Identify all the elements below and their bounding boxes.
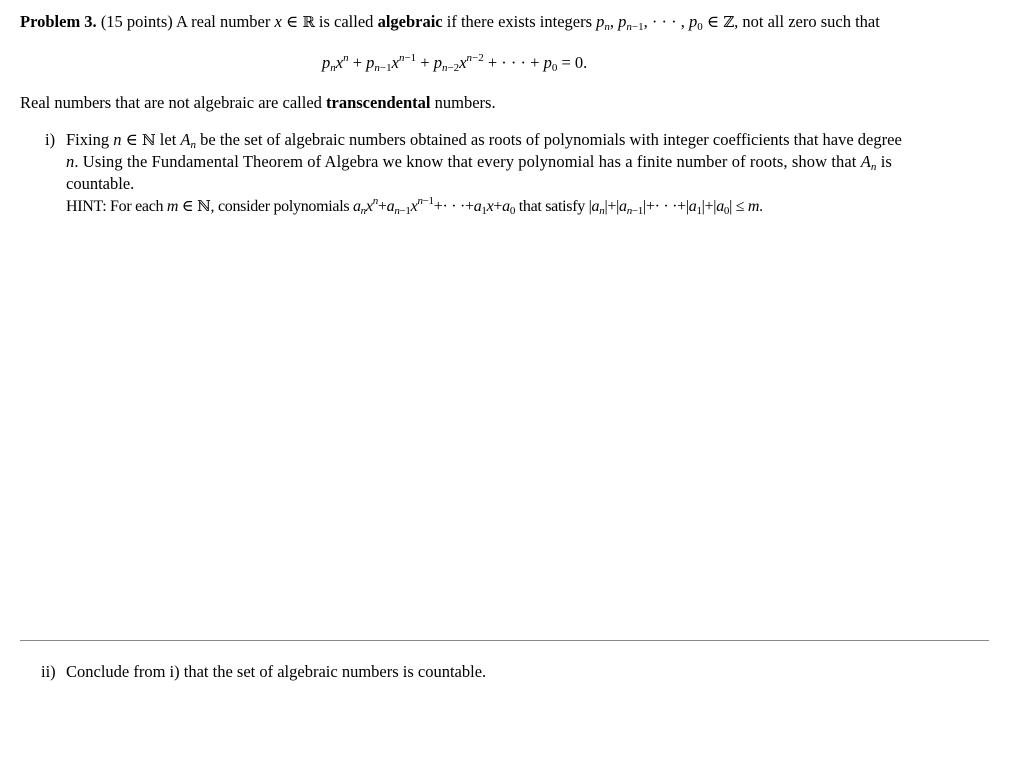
problem-label: Problem 3.: [20, 12, 97, 31]
definition-text: Real numbers that are not algebraic are called: [20, 93, 327, 112]
hint-inequality: $|a_n|+|a_{n-1}|+\cdot \cdot \cdot+|a_1|+|a_0| \le m$.: [588, 198, 763, 217]
equation-end: = 0.: [557, 53, 588, 72]
math-x: x: [274, 12, 282, 31]
problem-text: A real number: [172, 12, 275, 31]
part-i-line-3: countable.: [66, 174, 135, 193]
hint-text: HINT: For each: [66, 198, 167, 215]
definition-text: numbers.: [430, 93, 496, 112]
problem-text: , not all zero such that: [734, 12, 880, 31]
problem-points: (15 points): [100, 12, 173, 31]
transcendental-definition: [20, 92, 496, 114]
term-algebraic: algebraic: [377, 12, 443, 31]
part-i-text: be the set of algebraic numbers obtained as roots of polynomials with integer coefficients that have degree: [196, 130, 902, 149]
part-ii-label: ii): [41, 662, 56, 681]
part-i-text: is: [876, 152, 892, 171]
section-divider: [20, 640, 989, 641]
part-i-text: let: [155, 130, 181, 149]
part-i-line-1: Fixing n ∈ ℕ let $A_n$ be the set of algebraic numbers obtained as roots of polynomials with integer coefficients that have degree: [66, 130, 902, 151]
hint-text: that satisfy: [515, 198, 589, 215]
part-i-text: Fixing: [66, 130, 114, 149]
problem-text: is called: [314, 12, 378, 31]
hint-text: , consider polynomials: [210, 198, 353, 215]
part-ii-text: Conclude from i) that the set of algebraic numbers is countable.: [66, 662, 487, 681]
polynomial-equation: $p_nx^n + p_{n-1}x^{n-1} + p_{n-2}x^{n-2}$ + · · · + $p_0 = 0$.: [322, 52, 588, 74]
hint-polynomial: $a_nx^n+a_{n-1}x^{n-1}+\cdot \cdot \cdot+a_1x+a_0$: [352, 195, 516, 217]
term-transcendental: transcendental: [326, 93, 431, 112]
problem-statement-line: Problem 3. (15 points) A real number x ∈ ℝ is called algebraic if there exists integers $p_n$, $p_{n-1}$, · · · , $p_0$ ∈ ℤ, not all zero such that: [20, 12, 880, 33]
part-i-hint: HINT: For each m ∈ ℕ, consider polynomials $a_nx^n+a_{n-1}x^{n-1}+\cdot \cdot \cdot+a_1x+a_0$ that satisfy $|a_n|+|a_{n-1}|+\cdot \cdot \cdot+|a_1|+|a_0| \le m$.: [66, 195, 763, 217]
math-reals: ℝ: [302, 13, 315, 31]
problem-text: if there exists integers: [442, 12, 597, 31]
part-i-label: i): [45, 130, 56, 149]
part-i-line-2: n. Using the Fundamental Theorem of Algebra we know that every polynomial has a finite number of roots, show that $A_n$ is: [66, 152, 892, 173]
math-coefficients: $p_n$, $p_{n-1}$, · · · , $p_0$ ∈ ℤ: [596, 12, 735, 33]
part-i-text: . Using the Fundamental Theorem of Algebra we know that every polynomial has a finite number of roots, show that: [74, 152, 861, 171]
